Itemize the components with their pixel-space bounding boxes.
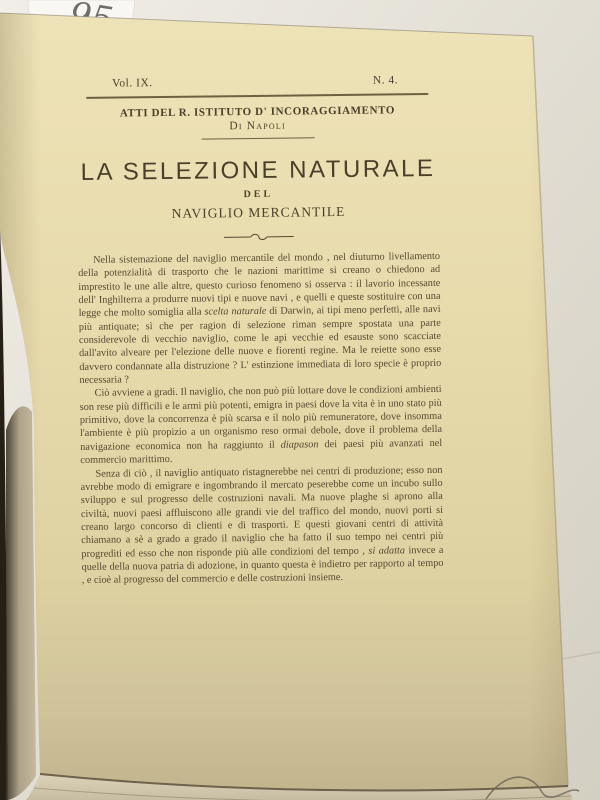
body-paragraph — [80, 463, 443, 587]
italic-run: si adatta — [368, 544, 406, 557]
text-run: di Darwin, ai tipi meno perfetti, alle navi più antiquate; sì che per ragion di selezione riman sempre spostata una parte considerevole di vecchio naviglio, come le api vecchie ed esauste sono scacciate dall'avito alveare per l'elezione delle nuove e fiorenti regine. Ma le reiette sono esse davvero condannate alla distruzione ? L' estinzione immediata di loro specie è proprio necessaria ? — [78, 304, 442, 387]
header-rule — [86, 93, 428, 99]
text-run: Nella sistemazione del naviglio mercantile del mondo , nel diuturno livellamento della potenzialità di trasporto che le nazioni marittime si creano o chiedono ad imprestito le une alle altre, questo curioso fenomeno si osserva : il lavorio incessante dell' Inghilterra a produrre nuovi tipi e nuove navi , e quelli e queste sostituire con una legge che molto somiglia alla — [78, 250, 441, 320]
italic-run: scelta naturale — [204, 306, 267, 318]
ornament-rule — [224, 228, 294, 238]
institute-city: Di Napoli — [229, 119, 286, 133]
text-run: dei paesi più avanzati nel commercio marittimo. — [80, 437, 443, 467]
body-text — [78, 250, 444, 588]
italic-run: diapason — [280, 439, 319, 451]
ornament-icon — [224, 232, 294, 242]
volume-label: Vol. IX. — [111, 77, 153, 90]
body-paragraph — [80, 383, 443, 467]
curled-page-band — [6, 406, 36, 800]
text-run: invece a quelle della nuova patria di adozione, in quanto questa è indietro per rapporto al tempo , e cioè al progresso del commercio e delle costruzioni insieme. — [81, 544, 444, 587]
journal-header — [76, 74, 438, 91]
text-run: Ciò avviene a gradi. Il naviglio, che non può più lottare dove le condizioni ambienti son rese più difficili e le armi più potenti, emigra in paesi dove la vita è in uno stato più primitivo, dove la concorrenza è più scarsa e il nolo più remuneratore, dove insomma l'ambiente è più propizio a un organismo reso ormai debole, dove il problema della navigazione economica non ha raggiunto il — [79, 384, 443, 453]
body-paragraph — [78, 250, 441, 388]
institute-name: ATTI DEL R. ISTITUTO D' INCORAGGIAMENTO — [119, 104, 396, 120]
masthead-rule — [201, 137, 314, 139]
article-subtitle: NAVIGLIO MERCANTILE — [171, 203, 346, 221]
issue-label: N. 4. — [372, 74, 399, 87]
text-run: Senza di ciò , il naviglio antiquato ristagnerebbe nei centri di produzione; esso non avrebbe modo di emigrare e ingombrando il mercato peserebbe come un incubo sullo sviluppo e sul progresso delle costruzioni navali. Ma nuove plaghe si aprono alla civiltà, nuovi paesi affluiscono alle grandi vie del traffico del mondo, nuovi porti si creano largo concorso di clienti e di trasporti. E questi giovani centri di attività chiamano a sè a grado a grado il naviglio che ha fatto il suo tempo nei centri più progrediti ed esso che non risponde più alle condizioni del tempo , — [80, 464, 444, 560]
title-connector: DEL — [243, 188, 274, 201]
page-content — [76, 74, 444, 588]
article-title: LA SELEZIONE NATURALE — [80, 154, 436, 186]
